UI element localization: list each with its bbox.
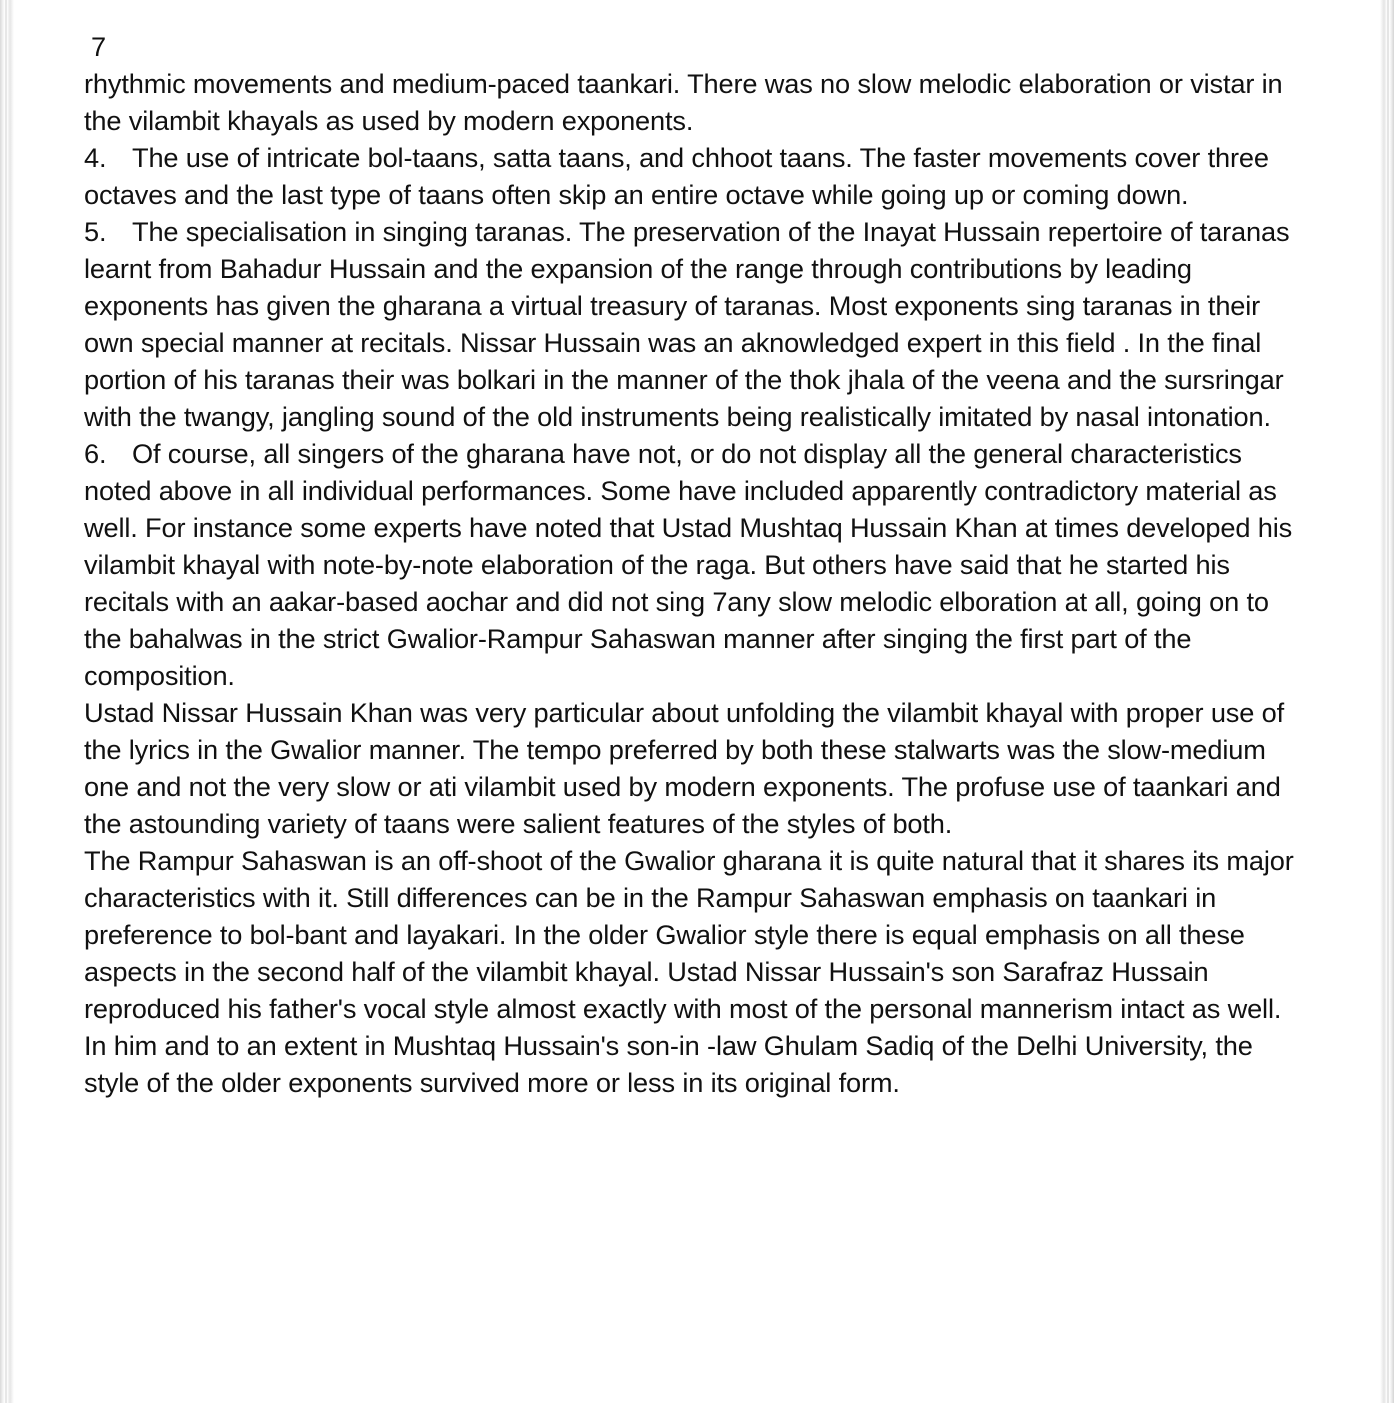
paragraph-continued	[84, 65, 1306, 139]
page-number: 7	[91, 31, 106, 62]
paragraph-text: Of course, all singers of the gharana have not, or do not display all the general characteristics noted above in all individual performances. Some have included apparently contradictory material as well. For instance some experts have noted that Ustad Mushtaq Hussain Khan at times developed his vilambit khayal with note-by-note elaboration of the raga. But others have said that he started his recitals with an aakar-based aochar and did not sing 7any slow melodic elboration at all, going on to the bahalwas in the strict Gwalior-Rampur Sahaswan manner after singing the first part of the composition.	[84, 438, 1293, 691]
paragraph-number: 5.	[84, 216, 107, 247]
paragraph-text: rhythmic movements and medium-paced taankari. There was no slow melodic elaboration or vistar in the vilambit khayals as used by modern exponents.	[84, 68, 1283, 136]
paragraph-rampur-sahaswan	[84, 842, 1306, 1101]
scan-edge-left	[0, 0, 14, 1403]
paragraph-point-4	[84, 139, 1306, 213]
paragraph-number: 4.	[84, 142, 107, 173]
paragraph-point-6	[84, 435, 1306, 694]
document-page	[84, 28, 1306, 1101]
paragraph-text: The Rampur Sahaswan is an off-shoot of the Gwalior gharana it is quite natural that it shares its major characteristics with it. Still differences can be in the Rampur Sahaswan emphasis on taankari in preference to bol-bant and layakari. In the older Gwalior style there is equal emphasis on all these aspects in the second half of the vilambit khayal. Ustad Nissar Hussain's son Sarafraz Hussain reproduced his father's vocal style almost exactly with most of the personal mannerism intact as well. In him and to an extent in Mushtaq Hussain's son-in -law Ghulam Sadiq of the Delhi University, the style of the older exponents survived more or less in its original form.	[84, 845, 1294, 1098]
paragraph-text: Ustad Nissar Hussain Khan was very particular about unfolding the vilambit khayal with proper use of the lyrics in the Gwalior manner. The tempo preferred by both these stalwarts was the slow-medium one and not the very slow or ati vilambit used by modern exponents. The profuse use of taankari and the astounding variety of taans were salient features of the styles of both.	[84, 697, 1284, 839]
paragraph-text: The specialisation in singing taranas. The preservation of the Inayat Hussain repertoire of taranas learnt from Bahadur Hussain and the expansion of the range through contributions by leading exponents has given the gharana a virtual treasury of taranas. Most exponents sing taranas in their own special manner at recitals. Nissar Hussain was an aknowledged expert in this field . In the final portion of his taranas their was bolkari in the manner of the thok jhala of the veena and the sursringar with the twangy, jangling sound of the old instruments being realistically imitated by nasal intonation.	[84, 216, 1290, 432]
paragraph-number: 6.	[84, 438, 107, 469]
paragraph-nissar-hussain	[84, 694, 1306, 842]
paragraph-text: The use of intricate bol-taans, satta taans, and chhoot taans. The faster movements cover three octaves and the last type of taans often skip an entire octave while going up or coming down.	[84, 142, 1269, 210]
scan-edge-right	[1380, 0, 1394, 1403]
paragraph-point-5	[84, 213, 1306, 435]
